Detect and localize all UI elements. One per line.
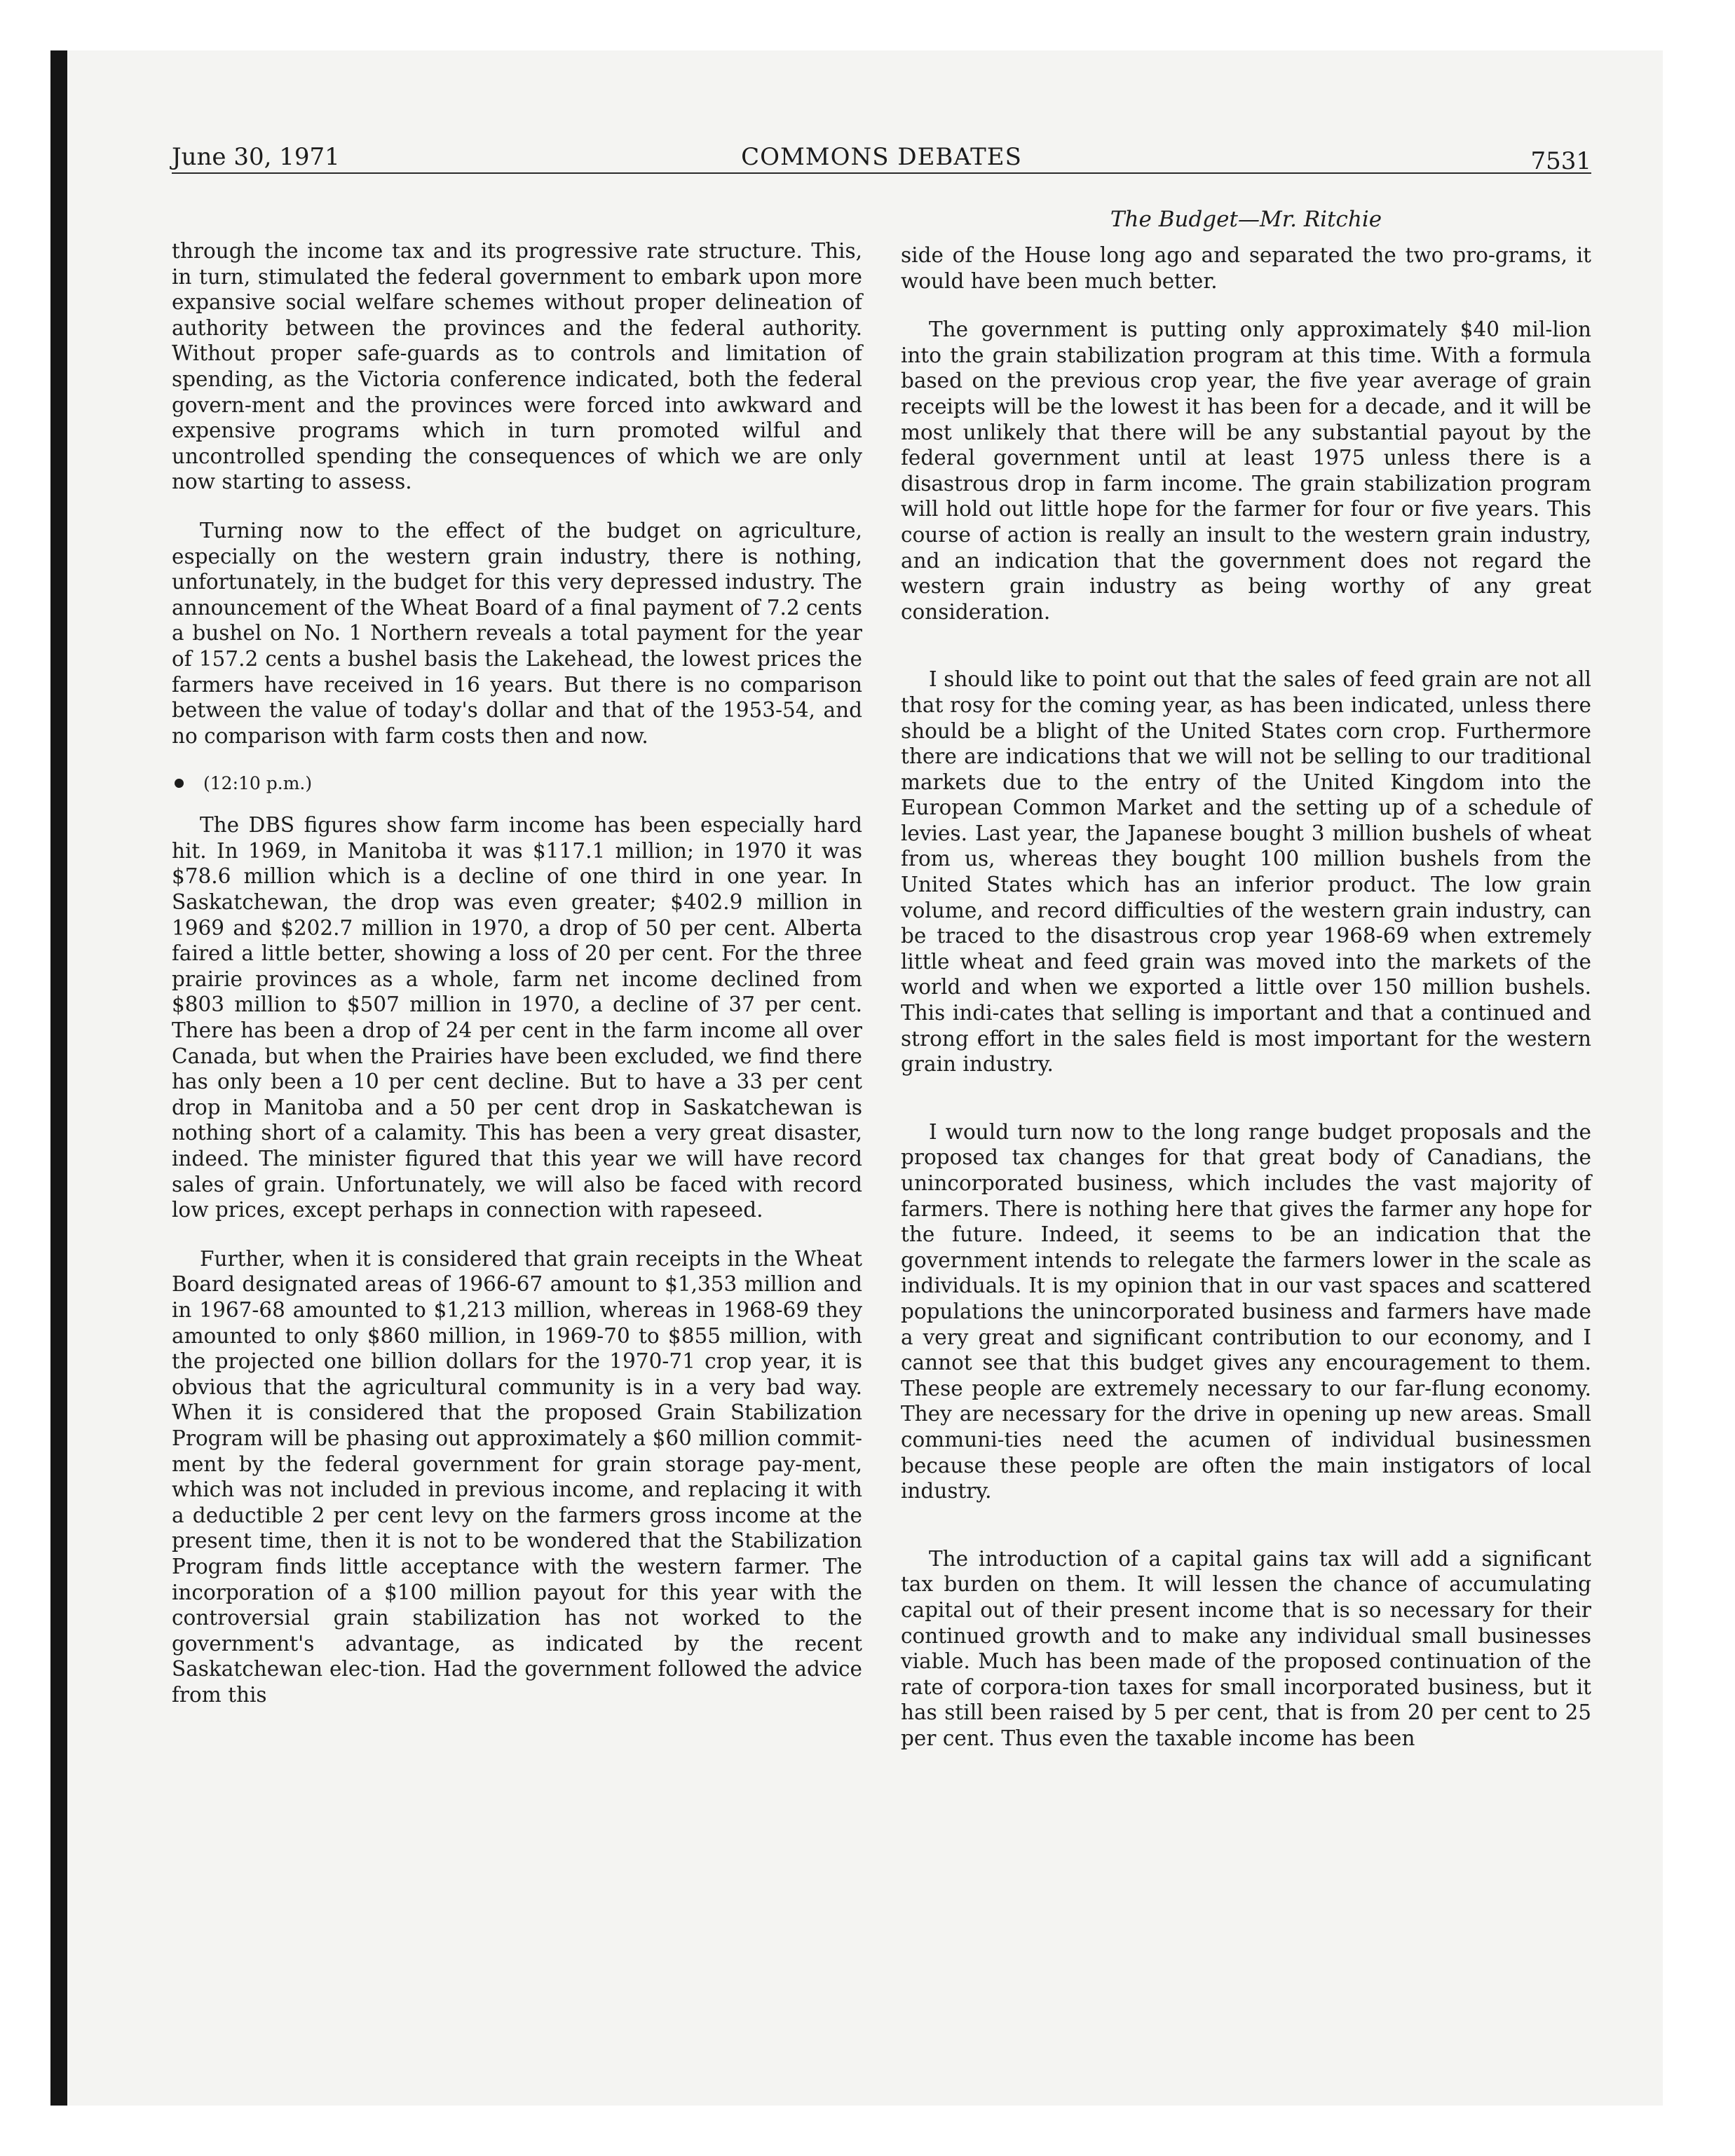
page-header bbox=[172, 144, 1591, 174]
right-column bbox=[901, 243, 1591, 1774]
header-date: June 30, 1971 bbox=[172, 143, 340, 171]
paragraph: The government is putting only approximately $40 mil-lion into the grain stabilization program at this time. With a formula based on the previous crop year, the five year average of grain receipts will be the lowest it has been for a decade, and it will be most unlikely that there will be any substantial payout by the federal government until at least 1975 unless there is a disastrous drop in farm income. The grain stabilization program will hold out little hope for the farmer for four or five years. This course of action is really an insult to the western grain industry, and an indication that the government does not regard the western grain industry as being worthy of any great consideration. bbox=[901, 318, 1591, 624]
running-head: The Budget—Mr. Ritchie bbox=[1110, 207, 1382, 232]
binding-edge bbox=[50, 50, 67, 2106]
header-page-number: 7531 bbox=[1530, 147, 1591, 175]
paragraph: I would turn now to the long range budget proposals and the proposed tax changes for that great body of Canadians, the unincorporated business, which includes the vast majority of farmers. There is nothing here that gives the farmer any hope for the future. Indeed, it seems to be an indication that the government intends to relegate the farmers lower in the scale as individuals. It is my opinion that in our vast spaces and scattered populations the unincorporated business and farmers have made a very great and significant contribution to our economy, and I cannot see that this budget gives any encouragement to them. These people are extremely necessary to our far-flung economy. They are necessary for the drive in opening up new areas. Small communi-ties need the acumen of individual businessmen because these people are often the main instigators of local industry. bbox=[901, 1119, 1591, 1503]
paragraph: Turning now to the effect of the budget on agriculture, especially on the western grain industry, there is nothing, unfortunately, in the budget for this very depressed industry. The announcement of the Wheat Board of a final payment of 7.2 cents a bushel on No. 1 Northern reveals a total payment for the year of 157.2 cents a bushel basis the Lakehead, the lowest prices the farmers have received in 16 years. But there is no comparison between the value of today's dollar and that of the 1953-54, and no comparison with farm costs then and now. bbox=[172, 518, 862, 748]
paragraph: I should like to point out that the sales of feed grain are not all that rosy for the coming year, as has been indicated, unless there should be a blight of the United States corn crop. Furthermore there are indications that we will not be selling to our traditional markets due to the entry of the United Kingdom into the European Common Market and the setting up of a schedule of levies. Last year, the Japanese bought 3 million bushels of wheat from us, whereas they bought 100 million bushels from the United States which has an inferior product. The low grain volume, and record difficulties of the western grain industry, can be traced to the disastrous crop year 1968-69 when extremely little wheat and feed grain was moved into the markets of the world and when we exported a little over 150 million bushels. This indi-cates that selling is important and that a continued and strong effort in the sales field is most important for the western grain industry. bbox=[901, 667, 1591, 1077]
paragraph: through the income tax and its progressive rate structure. This, in turn, stimulated the federal government to embark upon more expansive social welfare schemes without proper delineation of authority between the provinces and the federal authority. Without proper safe-guards as to controls and limitation of spending, as the Victoria conference indicated, both the federal govern-ment and the provinces were forced into awkward and expensive programs which in turn promoted wilful and uncontrolled spending the consequences of which we are only now starting to assess. bbox=[172, 239, 862, 494]
paragraph: The introduction of a capital gains tax will add a significant tax burden on them. It will lessen the chance of accumulating capital out of their present income that is so necessary for their continued growth and to make any individual small businesses viable. Much has been made of the proposed continuation of the rate of corpora-tion taxes for small incorporated business, but it has still been raised by 5 per cent, that is from 20 per cent to 25 per cent. Thus even the taxable income has been bbox=[901, 1546, 1591, 1750]
bullet-icon bbox=[175, 779, 184, 788]
left-column bbox=[172, 238, 862, 1731]
paragraph: side of the House long ago and separated the two pro-grams, it would have been much better. bbox=[901, 243, 1591, 293]
header-journal-title: COMMONS DEBATES bbox=[741, 143, 1022, 171]
paragraph: Further, when it is considered that grain receipts in the Wheat Board designated areas of 1966-67 amount to $1,353 million and in 1967-68 amounted to $1,213 million, whereas in 1968-69 they amounted to only $860 million, in 1969-70 to $855 million, with the projected one billion dollars for the 1970-71 crop year, it is obvious that the agricultural community is in a very bad way. When it is considered that the proposed Grain Stabilization Program will be phasing out approximately a $60 million commit-ment by the federal government for grain storage pay-ment, which was not included in previous income, and replacing it with a deductible 2 per cent levy on the farmers gross income at the present time, then it is not to be wondered that the Stabilization Program finds little acceptance with the western farmer. The incorporation of a $100 million payout for this year with the controversial grain stabilization has not worked to the government's advantage, as indicated by the recent Saskatchewan elec-tion. Had the government followed the advice from this bbox=[172, 1246, 862, 1707]
time-marker-text: (12:10 p.m.) bbox=[203, 773, 313, 794]
paragraph: The DBS figures show farm income has been especially hard hit. In 1969, in Manitoba it was $117.1 million; in 1970 it was $78.6 million which is a decline of one third in one year. In Saskatchewan, the drop was even greater; $402.9 million in 1969 and $202.7 million in 1970, a drop of 50 per cent. Alberta faired a little better, showing a loss of 20 per cent. For the three prairie provinces as a whole, farm net income declined from $803 million to $507 million in 1970, a decline of 37 per cent. There has been a drop of 24 per cent in the farm income all over Canada, but when the Prairies have been excluded, we find there has only been a 10 per cent decline. But to have a 33 per cent drop in Manitoba and a 50 per cent drop in Saskatchewan is nothing short of a calamity. This has been a very great disaster, indeed. The minister figured that this year we will have record sales of grain. Unfortunately, we will also be faced with record low prices, except perhaps in connection with rapeseed. bbox=[172, 813, 862, 1222]
time-marker bbox=[172, 772, 862, 796]
